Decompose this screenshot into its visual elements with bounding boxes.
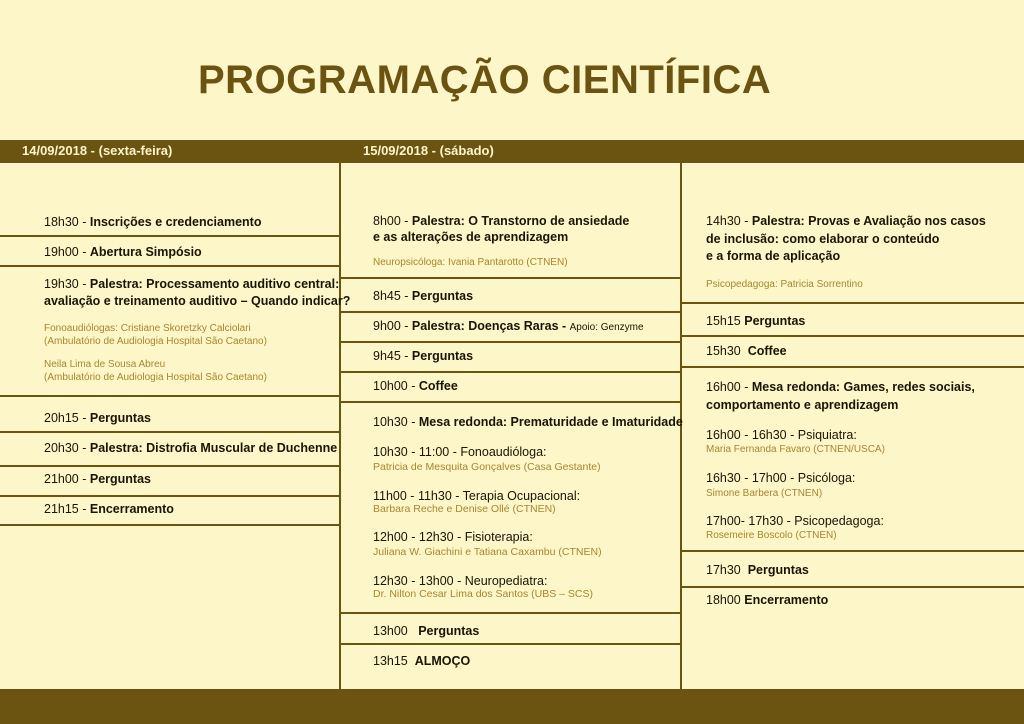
- schedule-item: 9h45 - Perguntas: [373, 349, 474, 363]
- divider: [0, 495, 339, 497]
- speaker: Dr. Nilton Cesar Lima dos Santos (UBS – SCS): [373, 588, 593, 600]
- divider: [341, 401, 680, 403]
- sponsor: Apoio: Genzyme: [569, 322, 644, 333]
- divider: [341, 277, 680, 279]
- schedule-item: 21h00 - Perguntas: [44, 472, 152, 486]
- schedule-item: 19h30 - Palestra: Processamento auditivo central:: [44, 277, 340, 291]
- divider: [0, 465, 339, 467]
- speaker: Juliana W. Giachini e Tatiana Caxambu (CTNEN): [373, 546, 602, 558]
- divider: [682, 366, 1024, 368]
- column-divider: [339, 163, 341, 689]
- schedule-item: 20h30 - Palestra: Distrofia Muscular de Duchenne: [44, 441, 338, 455]
- speaker: Neuropsicóloga: Ivania Pantarotto (CTNEN): [373, 257, 568, 268]
- schedule-item: 18h30 - Inscrições e credenciamento: [44, 215, 262, 229]
- schedule-item-continued: comportamento e aprendizagem: [706, 398, 899, 412]
- schedule-item: 8h45 - Perguntas: [373, 289, 474, 303]
- divider: [0, 524, 339, 526]
- schedule-item: 17h30 Perguntas: [706, 563, 809, 577]
- schedule-item-continued: e a forma de aplicação: [706, 249, 841, 263]
- schedule-item: 19h00 - Abertura Simpósio: [44, 245, 202, 259]
- schedule-item-continued: de inclusão: como elaborar o conteúdo: [706, 232, 940, 246]
- speaker: Neila Lima de Sousa Abreu: [44, 359, 166, 370]
- speaker-affiliation: (Ambulatório de Audiologia Hospital São Caetano): [44, 336, 267, 347]
- divider: [341, 371, 680, 373]
- speaker: Fonoaudiólogas: Cristiane Skoretzky Calciolari: [44, 323, 251, 334]
- session-title: 16h00 - 16h30 - Psiquiatra:: [706, 428, 857, 442]
- schedule-item: 13h15 ALMOÇO: [373, 654, 471, 668]
- speaker-affiliation: (Ambulatório de Audiologia Hospital São Caetano): [44, 372, 267, 383]
- speaker: Barbara Reche e Denise Ollé (CTNEN): [373, 503, 556, 515]
- page-title: PROGRAMAÇÃO CIENTÍFICA: [198, 58, 772, 102]
- speaker: Rosemeire Boscolo (CTNEN): [706, 530, 837, 541]
- speaker: Psicopedagoga: Patricia Sorrentino: [706, 279, 863, 290]
- day2-header: 15/09/2018 - (sábado): [363, 143, 494, 158]
- day1-header: 14/09/2018 - (sexta-feira): [22, 143, 173, 158]
- session-title: 10h30 - 11:00 - Fonoaudióloga:: [373, 445, 547, 459]
- session-title: 17h00- 17h30 - Psicopedagoga:: [706, 514, 884, 528]
- schedule-item: 15h30 Coffee: [706, 344, 787, 358]
- divider: [0, 235, 339, 237]
- divider: [0, 395, 339, 397]
- schedule-item: 9h00 - Palestra: Doenças Raras - Apoio: Genzyme: [373, 319, 644, 333]
- session-title: 11h00 - 11h30 - Terapia Ocupacional:: [373, 489, 581, 503]
- schedule-item: 10h30 - Mesa redonda: Prematuridade e Imaturidade: [373, 415, 683, 429]
- session-title: 12h00 - 12h30 - Fisioterapia:: [373, 530, 533, 544]
- schedule-item-continued: e as alterações de aprendizagem: [373, 230, 569, 244]
- schedule-item: 8h00 - Palestra: O Transtorno de ansiedade: [373, 214, 630, 228]
- divider: [682, 550, 1024, 552]
- divider: [341, 311, 680, 313]
- schedule-item: 10h00 - Coffee: [373, 379, 458, 393]
- divider: [341, 341, 680, 343]
- divider: [682, 335, 1024, 337]
- schedule-item: 14h30 - Palestra: Provas e Avaliação nos casos: [706, 214, 986, 228]
- schedule-item: 15h15 Perguntas: [706, 314, 806, 328]
- schedule-item: 20h15 - Perguntas: [44, 411, 152, 425]
- schedule-item: 18h00 Encerramento: [706, 593, 829, 607]
- speaker: Maria Fernanda Favaro (CTNEN/USCA): [706, 444, 885, 455]
- session-title: 16h30 - 17h00 - Psicóloga:: [706, 471, 856, 485]
- schedule-item: 13h00 Perguntas: [373, 624, 480, 638]
- divider: [0, 431, 339, 433]
- day-header-bar: [0, 140, 1024, 163]
- schedule-item-continued: avaliação e treinamento auditivo – Quando indicar?: [44, 294, 351, 308]
- footer-bar: [0, 689, 1024, 724]
- divider: [341, 612, 680, 614]
- session-title: 12h30 - 13h00 - Neuropediatra:: [373, 574, 548, 588]
- divider: [341, 643, 680, 645]
- speaker: Simone Barbera (CTNEN): [706, 488, 823, 499]
- speaker: Patricia de Mesquita Gonçalves (Casa Gestante): [373, 461, 601, 473]
- divider: [682, 302, 1024, 304]
- divider: [0, 265, 339, 267]
- schedule-item: 21h15 - Encerramento: [44, 502, 174, 516]
- divider: [682, 586, 1024, 588]
- schedule-item: 16h00 - Mesa redonda: Games, redes sociais,: [706, 380, 975, 394]
